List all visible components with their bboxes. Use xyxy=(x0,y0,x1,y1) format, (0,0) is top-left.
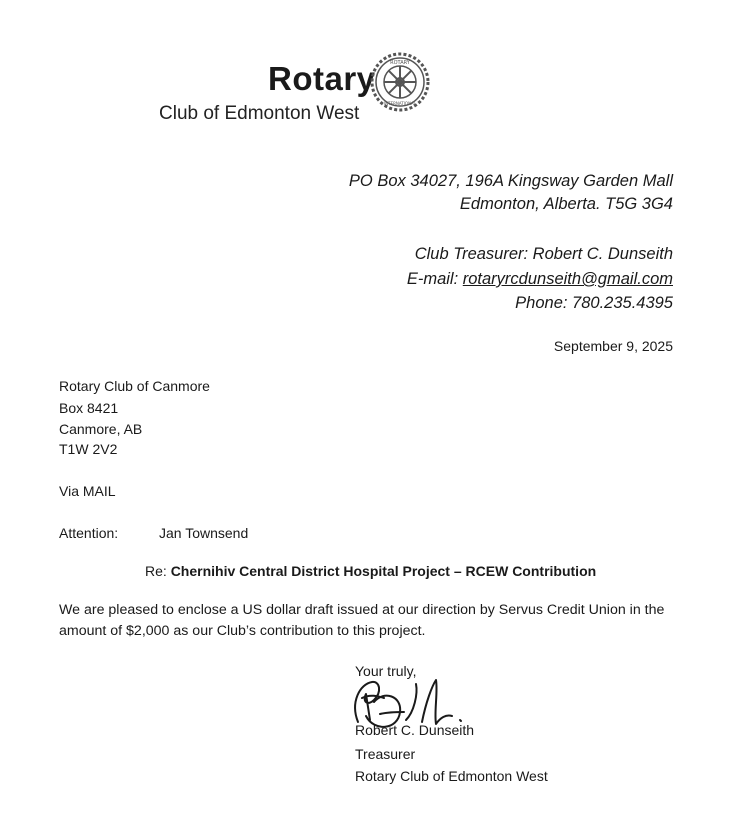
recipient-line: T1W 2V2 xyxy=(59,441,118,457)
recipient-line: Rotary Club of Canmore xyxy=(59,378,210,394)
signer-title: Treasurer xyxy=(355,746,416,762)
rotary-wheel-logo xyxy=(368,50,432,114)
email-line xyxy=(407,270,673,289)
sender-address-line1: PO Box 34027, 196A Kingsway Garden Mall xyxy=(348,172,673,190)
brand-name: Rotary xyxy=(268,60,376,97)
attention-name: Jan Townsend xyxy=(159,525,249,541)
recipient-line: Canmore, AB xyxy=(59,421,143,437)
email-label: E-mail: xyxy=(406,270,463,288)
delivery-method: Via MAIL xyxy=(59,483,116,499)
signer-organization: Rotary Club of Edmonton West xyxy=(355,768,548,784)
club-name: Club of Edmonton West xyxy=(159,103,360,124)
treasurer-line: Club Treasurer: Robert C. Dunseith xyxy=(414,245,673,263)
signer-name: Robert C. Dunseith xyxy=(355,722,475,738)
phone-line: Phone: 780.235.4395 xyxy=(515,294,673,312)
closing-salutation: Your truly, xyxy=(355,663,417,679)
sender-address-line2: Edmonton, Alberta. T5G 3G4 xyxy=(459,195,673,213)
letter-date: September 9, 2025 xyxy=(553,338,673,354)
attention-label: Attention: xyxy=(59,525,119,541)
svg-text:INTERNATIONAL: INTERNATIONAL xyxy=(383,101,417,106)
svg-text:ROTARY: ROTARY xyxy=(390,60,410,66)
email-link[interactable]: rotaryrcdunseith@gmail.com xyxy=(462,270,673,288)
recipient-line: Box 8421 xyxy=(59,400,119,416)
subject-prefix: Re: xyxy=(145,563,171,579)
letter-body: We are pleased to enclose a US dollar draft issued at our direction by Servus Credit Union in the amount of $2,000 as our Club’s contribution to this project. xyxy=(59,602,665,639)
subject-line xyxy=(145,563,596,579)
subject-text: Chernihiv Central District Hospital Project – RCEW Contribution xyxy=(170,563,597,579)
